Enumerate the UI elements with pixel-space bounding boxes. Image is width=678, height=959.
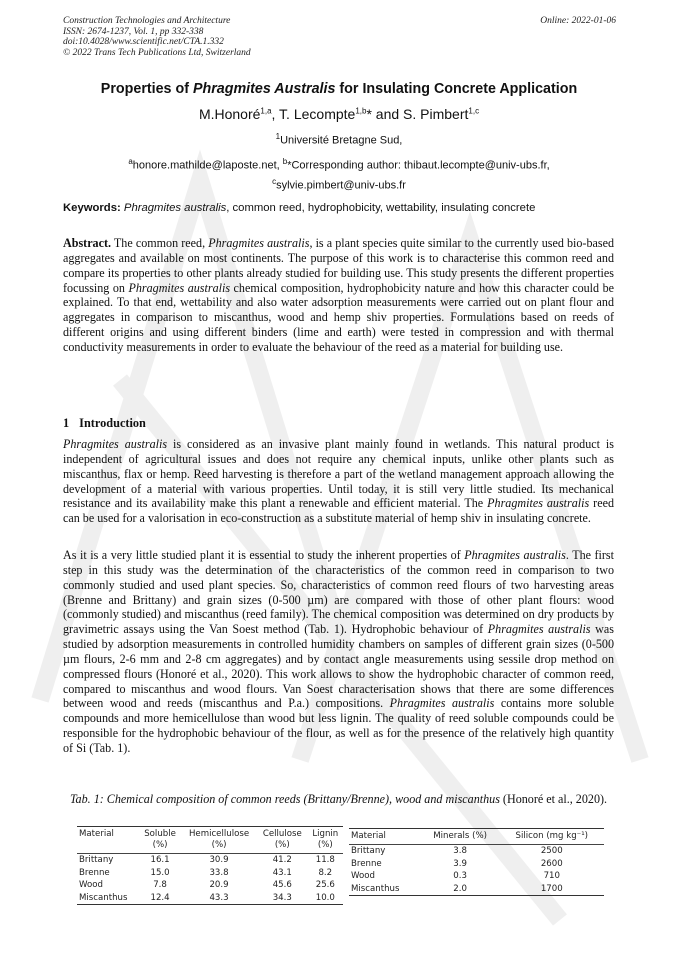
col-soluble: Soluble (%): [139, 827, 181, 854]
col-material: Material: [77, 827, 139, 854]
table-row: Wood 7.8 20.9 45.6 25.6: [79, 880, 335, 890]
section-heading: 1 Introduction: [63, 416, 146, 430]
table-row: Wood 0.3 710: [351, 871, 560, 881]
author-emails: $^a$honore.mathilde@laposte.net, $^b$*Corresponding author: thibaut.lecompte@univ-ubs.fr, $^c$sylvie.pimbert@univ-ubs.fr: [128, 157, 550, 192]
table-header-row: [349, 829, 604, 845]
table-row: Brittany 16.1 30.9 41.2 11.8: [79, 855, 335, 865]
col-material: Material: [349, 829, 421, 845]
title-species: Phragmites Australis: [192, 81, 336, 97]
col-silicon: Silicon (mg kg⁻¹): [500, 829, 604, 845]
affiliation: $^1$Université Bretagne Sud,: [275, 132, 403, 147]
author-list: M.Honoré$^{1,a}$, T. Lecompte$^{1,b}$* and S. Pimbert$^{1,c}$: [198, 106, 480, 122]
issn-line: ISSN: 2674-1237, Vol. 1, pp 332-338: [63, 26, 204, 37]
table-header-row: [77, 827, 343, 854]
abstract: Abstract. The common reed, Phragmites australis, is a plant species quite similar to the currently used bio-based aggregates and available on most continents. The purpose of this work is to characterise this common reed and compare its properties to other plants already studied for building use. This study presents the different properties focussing on Phragmites australis chemical composition, hydrophobicity nature and how this character could be explained. To that end, wettability and also water adsorption measurements were carried out on plant flour and aggregates in comparison to miscanthus, wood and hemp shiv properties. Formulations based on reeds of different origins and using different binders (lime and earth) were tested in compression and with thermal conductivity measurements in order to evaluate the behaviour of the reed as a material for building use.: [63, 236, 614, 354]
online-date: Online: 2022-01-06: [540, 16, 616, 26]
email-b-link[interactable]: *Corresponding author: thibaut.lecompte@univ-ubs.fr,: [287, 159, 550, 172]
table-row: Miscanthus 12.4 43.3 34.3 10.0: [77, 892, 343, 905]
email-a-link[interactable]: honore.mathilde@laposte.net,: [132, 159, 283, 172]
journal-name: Construction Technologies and Architecture: [63, 16, 231, 26]
col-lignin: Lignin (%): [308, 827, 343, 854]
minerals-table: [349, 828, 604, 896]
table-row: Brenne 15.0 33.8 43.1 8.2: [79, 867, 333, 878]
composition-table: [77, 826, 343, 905]
keywords: Keywords: Phragmites australis, common reed, hydrophobicity, wettability, insulating concrete: [63, 202, 536, 214]
table-caption: Tab. 1: Chemical composition of common reeds (Brittany/Brenne), wood and miscanthus (Honoré et al., 2020).: [69, 792, 608, 806]
col-minerals: Minerals (%): [421, 829, 500, 845]
intro-paragraph-2: As it is a very little studied plant it is essential to study the inherent properties of Phragmites australis. The first step in this study was the determination of the characteristics of the common reed in comparison to two commonly studied and used plant species. So, characteristics of common reed flours of two harvesting areas (Brenne and Brittany) and grain sizes (0-500 µm) are compared with those of other plant flours: wood (commonly studied) and miscanthus (reed family). The chemical composition was determined on dry products by gravimetric assays using the Van Soest method (Tab. 1). Hydrophobic behaviour of Phragmites australis was studied by adsorption measurements in controlled humidity chambers on samples of different grain sizes (0-500 µm flours, 2-6 mm and 2-8 cm aggregates) and by contact angle measurements using sessile drop method on compressed flours (Honoré et al., 2020). This work allows to show the hydrophobic character of common reed, compared to miscanthus and wood flours. Van Soest characterisation shows that there are some differences between wood and reeds (miscanthus and P.a.) compositions. Phragmites australis contains more soluble compounds and more hemicellulose than wood but less lignin. The quality of reed soluble compounds could be responsible for the hydrophobic behaviour of the flour, as well as for the presence of the relatively high quantity of Si (Tab. 1).: [63, 548, 615, 755]
copyright-line: © 2022 Trans Tech Publications Ltd, Switzerland: [63, 47, 251, 58]
intro-paragraph-1: Phragmites australis is considered as an invasive plant mainly found in wetlands. This natural product is independent of agricultural issues and does not require any chemical inputs, unlike other plants such as miscanthus, flax or hemp. Reed harvesting is therefore a part of the wetland management approach allowing the development of a material with various properties. Until today, it is still very little studied. Its mechanical resistance and its availability make this plant a renewable and efficient material. The Phragmites australis reed can be used for a valorisation in eco-construction as a substitute material of hemp shiv in insulating concrete.: [63, 437, 614, 526]
table-row: Brittany 3.8 2500: [351, 846, 563, 856]
journal-header: [63, 16, 251, 58]
table-row: Brenne 3.9 2600: [351, 858, 563, 869]
paper-title: Properties of Phragmites Australis for Insulating Concrete Application: [100, 81, 578, 97]
col-hemicellulose: Hemicellulose (%): [181, 827, 257, 854]
doi-line: doi:10.4028/www.scientific.net/CTA.1.332: [63, 37, 224, 48]
col-cellulose: Cellulose (%): [257, 827, 308, 854]
email-c-link[interactable]: sylvie.pimbert@univ-ubs.fr: [276, 179, 406, 192]
table-row: Miscanthus 2.0 1700: [349, 883, 604, 896]
